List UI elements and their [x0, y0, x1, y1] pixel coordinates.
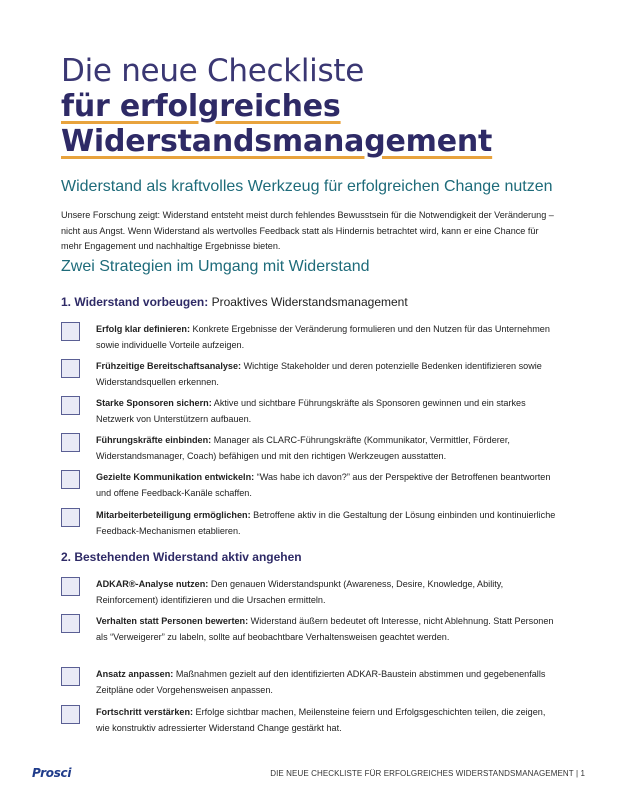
footer-text: DIE NEUE CHECKLISTE FÜR ERFOLGREICHES WIDERSTANDSMANAGEMENT | 1 [270, 769, 585, 778]
item-label: ADKAR®-Analyse nutzen: [96, 579, 209, 589]
checklist-item-text [96, 359, 558, 390]
item-description: Wichtige Stakeholder und deren potenzielle Bedenken identifizieren sowie Widerstandsquellen erkennen. [96, 361, 542, 387]
checkbox[interactable] [61, 470, 80, 489]
checkbox[interactable] [61, 508, 80, 527]
checkbox[interactable] [61, 396, 80, 415]
strategies-heading: Zwei Strategien im Umgang mit Widerstand [61, 258, 370, 275]
title-line-1: Die neue Checkliste [61, 53, 364, 89]
item-description: Konkrete Ergebnisse der Veränderung formulieren und den Nutzen für das Unternehmen sowie individuelle Vorteile aufzeigen. [96, 324, 550, 350]
item-description: Manager als CLARC-Führungskräfte (Kommunikator, Vermittler, Förderer, Widerstandsmanager, Coach) befähigen und mit den richtigen Werkzeugen ausstatten. [96, 435, 510, 461]
checklist-item-text [96, 705, 558, 736]
subtitle: Widerstand als kraftvolles Werkzeug für erfolgreichen Change nutzen [61, 178, 553, 195]
checkbox[interactable] [61, 359, 80, 378]
title-line-3 [61, 124, 492, 159]
item-description: Den genauen Widerstandspunkt (Awareness, Desire, Knowledge, Ability, Reinforcement) identifizieren und die Ursachen ermitteln. [96, 579, 504, 605]
item-description: Aktive und sichtbare Führungskräfte als Sponsoren gewinnen und ein starkes Netzwerk von Unterstützern aufbauen. [96, 398, 526, 424]
checkbox[interactable] [61, 705, 80, 724]
item-label: Starke Sponsoren sichern: [96, 398, 212, 408]
checkbox[interactable] [61, 667, 80, 686]
checklist-item-text [96, 577, 558, 608]
checklist-item-text [96, 508, 558, 539]
section-1-heading-bold: 1. Widerstand vorbeugen: [61, 295, 209, 309]
item-label: Führungskräfte einbinden: [96, 435, 212, 445]
item-label: Verhalten statt Personen bewerten: [96, 616, 249, 626]
section-1-heading [61, 295, 408, 309]
checklist-item-text [96, 396, 558, 427]
item-description: Betroffene aktiv in die Gestaltung der Lösung einbinden und kontinuierliche Feedback-Mechanismen etablieren. [96, 510, 556, 536]
section-1-heading-normal: Proaktives Widerstandsmanagement [208, 295, 408, 309]
item-label: Fortschritt verstärken: [96, 707, 194, 717]
checkbox[interactable] [61, 614, 80, 633]
checkbox[interactable] [61, 322, 80, 341]
checklist-item-text [96, 470, 558, 501]
item-label: Erfolg klar definieren: [96, 324, 190, 334]
checkbox[interactable] [61, 433, 80, 452]
title-line-2 [61, 89, 341, 124]
item-description: Widerstand äußern bedeutet oft Interesse, nicht Ablehnung. Statt Personen als “Verweigerer” zu labeln, sollte auf beobachtbare Verhaltensweisen geachtet werden. [96, 616, 554, 642]
checklist-item-text [96, 667, 558, 698]
item-label: Frühzeitige Bereitschaftsanalyse: [96, 361, 242, 371]
prosci-logo: Prosci [32, 766, 72, 780]
item-label: Gezielte Kommunikation entwickeln: [96, 472, 255, 482]
item-description: Maßnahmen gezielt auf den identifizierten ADKAR-Baustein abstimmen und gegebenenfalls Zeitpläne oder Vorgehensweisen anpassen. [96, 669, 546, 695]
section-2-heading-bold: 2. Bestehenden Widerstand aktiv angehen [61, 550, 302, 564]
item-description: “Was habe ich davon?” aus der Perspektive der Betroffenen beantworten und offene Feedback-Kanäle schaffen. [96, 472, 551, 498]
title-line-3-text: Widerstandsmanagement [61, 124, 493, 159]
checklist-item-text [96, 614, 558, 645]
checkbox[interactable] [61, 577, 80, 596]
intro-paragraph: Unsere Forschung zeigt: Widerstand entsteht meist durch fehlendes Bewusstsein für die Notwendigkeit der Veränderung – nicht aus Angst. Wenn Widerstand als wertvolles Feedback statt als Hindernis betrachtet wird, kann er eine Chance für mehr Engagement und nachhaltige Ergebnisse bieten. [61, 210, 554, 251]
item-description: Erfolge sichtbar machen, Meilensteine feiern und Erfolgsgeschichten teilen, die zeigen, wie konstruktiv adressierter Widerstand Change gestärkt hat. [96, 707, 546, 733]
item-label: Mitarbeiterbeteiligung ermöglichen: [96, 510, 251, 520]
checklist-item-text [96, 433, 558, 464]
item-label: Ansatz anpassen: [96, 669, 174, 679]
checklist-item-text [96, 322, 558, 353]
section-2-heading [61, 550, 302, 564]
title-line-2-text: für erfolgreiches [61, 89, 341, 124]
